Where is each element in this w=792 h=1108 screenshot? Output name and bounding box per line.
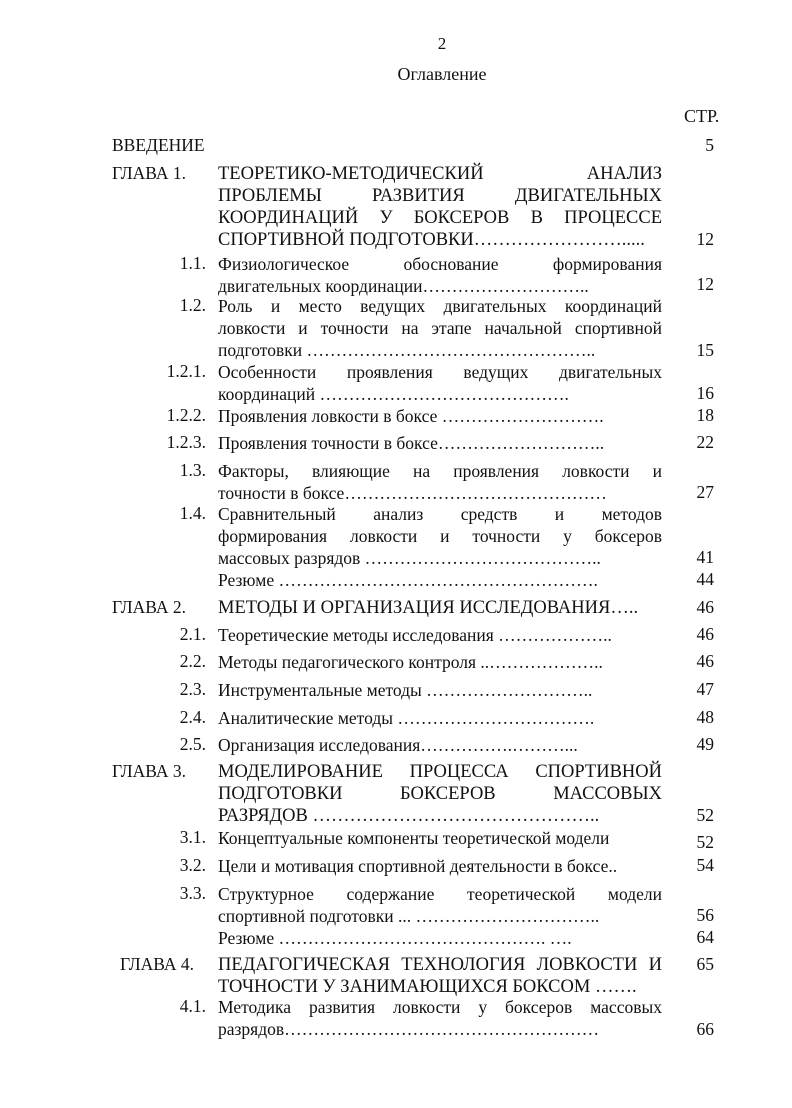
toc-entry-title — [218, 734, 662, 756]
toc-page-number: 12 — [696, 229, 714, 249]
toc-entry-number: ГЛАВА 4. — [120, 954, 195, 974]
toc-entry-number: 3.3. — [179, 883, 206, 903]
toc-entry-number: 1.1. — [179, 253, 206, 273]
toc-page-number: 65 — [696, 954, 714, 974]
toc-entry-title-line: Резюме ………………………………………. …. — [218, 928, 572, 948]
toc-entry-number: 1.4. — [179, 503, 206, 523]
toc-entry-title — [218, 707, 662, 729]
toc-entry-number: 3.1. — [179, 827, 206, 847]
toc-entry-number: 1.3. — [179, 460, 206, 480]
toc-entry-title — [218, 855, 662, 877]
toc-page-number: 46 — [696, 597, 714, 617]
toc-entry-number: ГЛАВА 1. — [112, 163, 187, 183]
toc-entry-title — [218, 827, 662, 849]
toc-entry-number: 2.3. — [179, 679, 206, 699]
toc-entry-title-line: двигательных координации……………………….. — [218, 276, 589, 296]
toc-page-number: 16 — [696, 383, 714, 403]
toc-entry-title — [218, 624, 662, 646]
toc-page-number: 47 — [696, 679, 714, 699]
toc-entry-title — [218, 405, 662, 427]
toc-entry-title-line: координаций ……………………………………. — [218, 384, 569, 404]
toc-page-number: 15 — [696, 340, 714, 360]
toc-entry-title-line: Резюме ………………………………………………. — [218, 570, 598, 590]
toc-page-number: 48 — [696, 707, 714, 727]
toc-entry-title-line: массовых разрядов ………………………………….. — [218, 548, 601, 568]
toc-entry-title-line: Инструментальные методы ……………………….. — [218, 680, 593, 700]
toc-page-number: 66 — [696, 1019, 714, 1039]
page-number: 2 — [437, 34, 447, 53]
toc-entry-title-line: Цели и мотивация спортивной деятельности в боксе.. — [218, 856, 618, 876]
page-column-header: СТР. — [684, 106, 720, 126]
toc-page-number: 44 — [696, 569, 714, 589]
toc-page-number: 5 — [705, 135, 714, 155]
toc-entry-title-line: подготовки ………………………………………….. — [218, 340, 596, 360]
toc-entry-number: 4.1. — [179, 996, 206, 1016]
toc-entry-title — [218, 569, 662, 591]
toc-entry-title — [218, 163, 662, 251]
toc-entry-title-line: Проявления ловкости в боксе ………………………. — [218, 406, 604, 426]
toc-entry-title-line: Структурное содержание теоретической модели — [218, 884, 662, 904]
toc-entry-title-line: МОДЕЛИРОВАНИЕ ПРОЦЕССА СПОРТИВНОЙ — [218, 762, 662, 782]
toc-entry-title-line: Сравнительный анализ средств и методов — [218, 504, 662, 524]
toc-entry-title — [218, 954, 662, 998]
toc-page-number: 46 — [696, 651, 714, 671]
toc-entry-title — [218, 597, 662, 619]
toc-entry-title-line: РАЗРЯДОВ ……………………………………….. — [218, 806, 600, 826]
toc-entry-number: 3.2. — [179, 855, 206, 875]
toc-entry-number: 2.1. — [179, 624, 206, 644]
toc-entry-number: ГЛАВА 2. — [112, 597, 187, 617]
toc-entry-title-line: Методы педагогического контроля ..……………….. — [218, 652, 603, 672]
toc-page-number: 22 — [696, 432, 714, 452]
toc-page-number: 56 — [696, 905, 714, 925]
toc-page-number: 52 — [696, 832, 714, 852]
toc-entry-title — [218, 460, 662, 504]
toc-page-number: 54 — [696, 855, 714, 875]
toc-entry-title-line: ТЕОРЕТИКО-МЕТОДИЧЕСКИЙ АНАЛИЗ — [218, 164, 662, 184]
toc-entry-title-line: точности в боксе……………………………………… — [218, 483, 607, 503]
toc-entry-number: 2.4. — [179, 707, 206, 727]
toc-page-number: 64 — [696, 927, 714, 947]
toc-entry-title-line: Роль и место ведущих двигательных координаций — [218, 296, 662, 316]
toc-page-number: 49 — [696, 734, 714, 754]
toc-page-number: 41 — [696, 547, 714, 567]
toc-entry-title-line: Проявления точности в боксе……………………….. — [218, 433, 605, 453]
toc-entry-title-line: Организация исследования…………….………... — [218, 735, 578, 755]
toc-entry-title — [218, 253, 662, 297]
toc-entry-title-line: Аналитические методы ……………………………. — [218, 708, 595, 728]
toc-entry-title-line: МЕТОДЫ И ОРГАНИЗАЦИЯ ИССЛЕДОВАНИЯ….. — [218, 598, 639, 618]
toc-page-number: 27 — [696, 482, 714, 502]
toc-entry-title — [218, 761, 662, 827]
page-title: Оглавление — [397, 64, 487, 84]
toc-entry-number: 1.2.2. — [166, 405, 206, 425]
toc-entry-number: 1.2.3. — [166, 432, 206, 452]
toc-page-number: 18 — [696, 405, 714, 425]
toc-entry-title-line: ПРОБЛЕМЫ РАЗВИТИЯ ДВИГАТЕЛЬНЫХ — [218, 186, 662, 206]
toc-page-number: 52 — [696, 805, 714, 825]
toc-entry-title — [218, 651, 662, 673]
toc-entry-number: 1.2.1. — [166, 361, 206, 381]
toc-entry-number: 2.2. — [179, 651, 206, 671]
toc-entry-number: 1.2. — [179, 295, 206, 315]
toc-entry-title-line: ПЕДАГОГИЧЕСКАЯ ТЕХНОЛОГИЯ ЛОВКОСТИ И — [218, 955, 662, 975]
toc-entry-title — [218, 883, 662, 927]
toc-entry-title-line: формирования ловкости и точности у боксеров — [218, 526, 662, 546]
toc-page-number: 46 — [696, 624, 714, 644]
toc-entry-title — [218, 361, 662, 405]
toc-entry-title-line: разрядов……………………………………………… — [218, 1019, 600, 1039]
toc-entry-number: 2.5. — [179, 734, 206, 754]
toc-entry-title-line: ПОДГОТОВКИ БОКСЕРОВ МАССОВЫХ — [218, 784, 662, 804]
toc-entry-title — [218, 432, 662, 454]
toc-entry-title-line: СПОРТИВНОЙ ПОДГОТОВКИ……………………..... — [218, 230, 645, 250]
toc-entry-title — [218, 927, 662, 949]
toc-entry-title-line: Концептуальные компоненты теоретической модели — [218, 828, 610, 848]
toc-entry-title — [218, 679, 662, 701]
toc-entry-number: ГЛАВА 3. — [112, 761, 187, 781]
toc-entry-title-line: Физиологическое обоснование формирования — [218, 254, 662, 274]
toc-entry-title-line: Методика развития ловкости у боксеров массовых — [218, 997, 662, 1017]
toc-entry-title — [218, 996, 662, 1040]
toc-entry-title-line: ТОЧНОСТИ У ЗАНИМАЮЩИХСЯ БОКСОМ ……. — [218, 977, 637, 997]
toc-entry-title-line: ловкости и точности на этапе начальной спортивной — [218, 318, 662, 338]
toc-entry-title-line: Факторы, влияющие на проявления ловкости и — [218, 461, 662, 481]
toc-entry-title — [218, 295, 662, 361]
toc-page-number: 12 — [696, 274, 714, 294]
toc-entry-number: ВВЕДЕНИЕ — [112, 135, 205, 155]
toc-entry-title-line: Теоретические методы исследования ……………….. — [218, 625, 612, 645]
toc-entry-title-line: КООРДИНАЦИЙ У БОКСЕРОВ В ПРОЦЕССЕ — [218, 208, 662, 228]
toc-entry-title — [218, 503, 662, 569]
toc-entry-title-line: Особенности проявления ведущих двигательных — [218, 362, 662, 382]
toc-entry-title-line: спортивной подготовки ... ………………………….. — [218, 906, 600, 926]
